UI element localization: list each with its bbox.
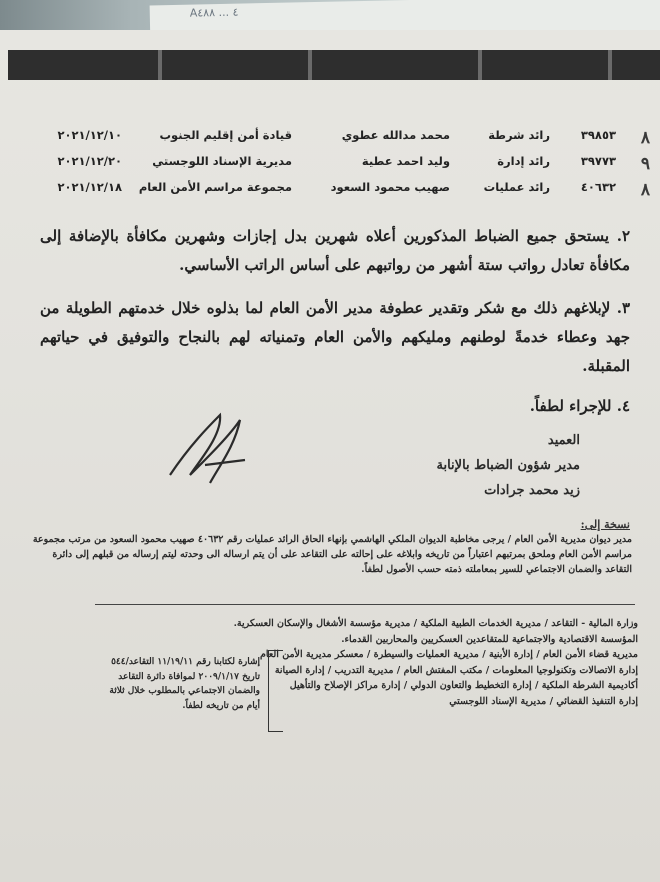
officer-row	[10, 152, 650, 174]
officer-mark: ٨	[640, 180, 650, 200]
handwritten-signature	[150, 405, 260, 495]
officer-mark: ٨	[640, 128, 650, 148]
officer-name: محمد مدالله عطوي	[341, 128, 450, 142]
signatory-title: مدير شؤون الضباط بالإنابة	[436, 458, 580, 473]
paragraph-2	[40, 222, 630, 280]
copy-to-title: نسخة إلى:	[580, 518, 630, 531]
signature-block	[280, 428, 580, 503]
officer-retire-date: ٢٠٢١/١٢/١٠	[57, 128, 122, 142]
paragraph-text: يستحق جميع الضباط المذكورين أعلاه شهرين بدل إجازات وشهرين مكافأة بالإضافة إلى مكافأة تعادل رواتب ستة أشهر من رواتبهم على أساس الراتب الأساسي.	[40, 227, 630, 274]
officer-name: صهيب محمود السعود	[330, 180, 450, 194]
officer-rank: رائد شرطة	[488, 128, 550, 142]
distribution-line: المؤسسة الاقتصادية والاجتماعية للمتقاعدين العسكريين والمحاربين القدماء.	[341, 633, 638, 645]
distribution-line: مديرية قضاء الأمن العام / إدارة الأبنية / مديرية العمليات والسيطرة / معسكر مديرية الأمن العام	[260, 649, 638, 660]
officer-mark: ٩	[640, 154, 650, 174]
officer-rank: رائد عمليات	[483, 180, 550, 194]
officer-number: ٣٩٨٥٣	[580, 128, 616, 142]
copy-to-body: مدير ديوان مديرية الأمن العام / يرجى مخاطبة الديوان الملكي الهاشمي بإنهاء الحاق الرائد عمليات رقم ٤٠٦٣٢ صهيب محمود السعود من مرتب مجموعة مراسم الأمن العام وملحق بمرتبهم اعتباراً من تاريخه وابلاغه على إحالته على التقاعد على أن يتم ارساله الى وحدته ليتم إرساله من قبلهم إلى دائرة التقاعد والضمان الاجتماعي للسير بمعاملته ذمته حسب الأصول لطفاً.	[32, 534, 632, 575]
officer-unit: مديرية الإسناد اللوجستي	[152, 154, 292, 168]
reference-note: إشارة لكتابنا رقم ١١/١٩/١١ التقاعد/٥٤٤ تاريخ ٢٠٠٩/١/١٧ لموافاة دائرة التقاعد والضمان الاجتماعي بالمطلوب خلال ثلاثة أيام من تاريخه لطفاً.	[109, 657, 260, 711]
signatory-name: زيد محمد جرادات	[484, 483, 580, 498]
distribution-line: إدارة التنفيذ القضائي / مديرية الإسناد اللوجستي	[449, 695, 638, 707]
officer-retire-date: ٢٠٢١/١٢/١٨	[57, 180, 122, 194]
officer-name: وليد احمد عطية	[361, 154, 450, 168]
officer-retire-date: ٢٠٢١/١٢/٢٠	[57, 154, 122, 168]
officer-row	[10, 178, 650, 200]
underlying-sheet-text: A٤ ... ٤٨٨	[189, 5, 239, 20]
distribution-line: أكاديمية الشرطة الملكية / إدارة التخطيط والتعاون الدولي / إدارة مراكز الإصلاح والتأهيل	[289, 680, 638, 691]
officer-number: ٣٩٧٧٣	[580, 154, 616, 168]
officer-row	[10, 126, 650, 148]
signatory-rank: العميد	[547, 433, 580, 448]
officer-number: ٤٠٦٣٢	[580, 180, 616, 194]
distribution-line: إدارة الاتصالات وتكنولوجيا المعلومات / مكتب المفتش العام / مديرية التدريب / إدارة الصيانة	[274, 664, 638, 676]
officer-rank: رائد إدارة	[497, 154, 550, 168]
paragraph-3	[40, 294, 630, 381]
paragraph-number: ٣.	[616, 299, 630, 317]
officer-unit: قيادة أمن إقليم الجنوب	[159, 128, 292, 142]
paragraph-number: ٤.	[616, 397, 630, 415]
divider-line	[95, 604, 635, 605]
header-bar	[8, 50, 660, 80]
paragraph-number: ٢.	[616, 227, 630, 245]
paragraph-text: للإجراء لطفاً.	[529, 397, 612, 415]
distribution-line: وزارة المالية - التقاعد / مديرية الخدمات الطبية الملكية / مديرية مؤسسة الأشغال والإسكان العسكرية.	[233, 618, 638, 629]
bracket	[268, 650, 283, 732]
paragraph-4	[40, 392, 630, 421]
paragraph-text: لإبلاغهم ذلك مع شكر وتقدير عطوفة مدير الأمن العام لما بذلوه خلال خدمتهم الطويلة من جهد وعطاء خدمةً لوطنهم ومليكهم والأمن العام وتمنياته لهم بالنجاح والتوفيق في حياتهم المقبلة.	[40, 299, 630, 375]
officer-unit: مجموعة مراسم الأمن العام	[138, 180, 292, 194]
